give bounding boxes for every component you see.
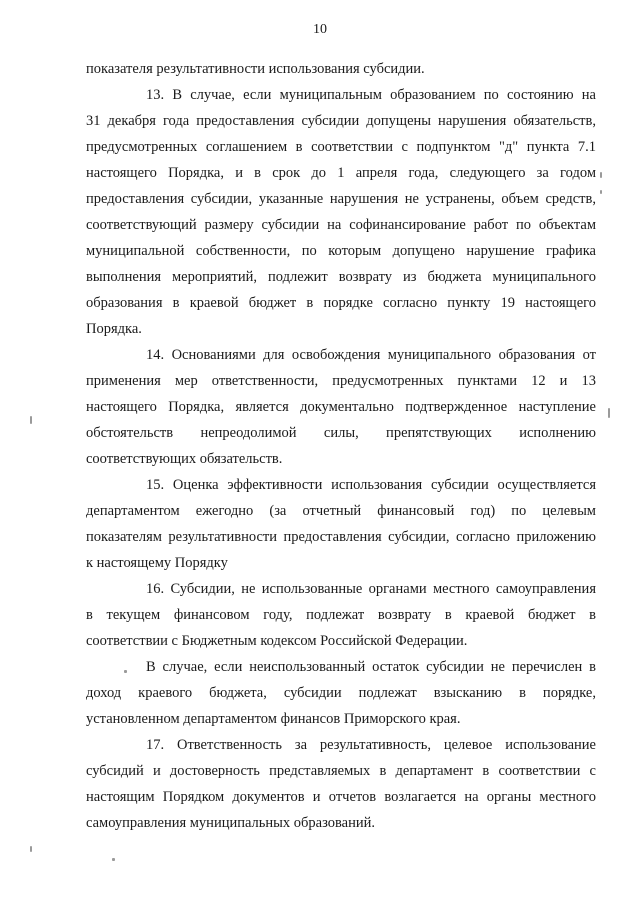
paragraph-13-line: настоящего Порядка, и в срок до 1 апреля года, следующего за годом <box>86 165 596 181</box>
paragraph-16-line: соответствии с Бюджетным кодексом Российской Федерации. <box>86 633 468 649</box>
paragraph-13-line: 13. В случае, если муниципальным образованием по состоянию на <box>146 87 596 103</box>
scan-mark <box>112 858 115 861</box>
paragraph-15-line: 15. Оценка эффективности использования субсидии осуществляется <box>146 477 596 493</box>
paragraph-16b-line: доход краевого бюджета, субсидии подлежат взысканию в порядке, <box>86 685 596 701</box>
paragraph-16-line: 16. Субсидии, не использованные органами местного самоуправления <box>146 581 596 597</box>
scan-mark <box>600 190 602 194</box>
paragraph-15-line: показателям результативности предоставления субсидии, согласно приложению <box>86 529 596 545</box>
paragraph-14-line: применения мер ответственности, предусмотренных пунктами 12 и 13 <box>86 373 596 389</box>
document-body <box>86 56 596 836</box>
paragraph-line: показателя результативности использования субсидии. <box>86 61 425 77</box>
paragraph-17-line: самоуправления муниципальных образований. <box>86 815 375 831</box>
paragraph-17-line: субсидий и достоверность представляемых в департамент в соответствии с <box>86 763 596 779</box>
paragraph-13-line: муниципальной собственности, по которым допущено нарушение графика <box>86 243 596 259</box>
page-number: 10 <box>313 22 327 37</box>
scan-mark <box>124 670 127 673</box>
paragraph-13-line: выполнения мероприятий, подлежит возврату из бюджета муниципального <box>86 269 596 285</box>
paragraph-13-line: соответствующий размеру субсидии на софинансирование работ по объектам <box>86 217 596 233</box>
paragraph-13-line: предоставления субсидии, указанные нарушения не устранены, объем средств, <box>86 191 596 207</box>
paragraph-15-line: департаментом ежегодно (за отчетный финансовый год) по целевым <box>86 503 596 519</box>
paragraph-16-line: в текущем финансовом году, подлежат возврату в краевой бюджет в <box>86 607 596 623</box>
scan-mark <box>30 846 32 852</box>
paragraph-16b-line: В случае, если неиспользованный остаток субсидии не перечислен в <box>146 659 596 675</box>
paragraph-13-line: Порядка. <box>86 321 142 337</box>
paragraph-17-line: 17. Ответственность за результативность, целевое использование <box>146 737 596 753</box>
paragraph-17-line: настоящим Порядком документов и отчетов возлагается на органы местного <box>86 789 596 805</box>
scan-mark <box>30 416 32 424</box>
paragraph-13-line: предусмотренных соглашением в соответствии с подпунктом "д" пункта 7.1 <box>86 139 596 155</box>
paragraph-14-line: настоящего Порядка, является документально подтвержденное наступление <box>86 399 596 415</box>
scan-mark <box>608 408 610 418</box>
paragraph-14-line: 14. Основаниями для освобождения муниципального образования от <box>146 347 596 363</box>
paragraph-15-line: к настоящему Порядку <box>86 555 228 571</box>
scan-mark <box>600 172 602 178</box>
paragraph-13-line: 31 декабря года предоставления субсидии допущены нарушения обязательств, <box>86 113 596 129</box>
paragraph-13-line: образования в краевой бюджет в порядке согласно пункту 19 настоящего <box>86 295 596 311</box>
paragraph-14-line: обстоятельств непреодолимой силы, препятствующих исполнению <box>86 425 596 441</box>
paragraph-14-line: соответствующих обязательств. <box>86 451 283 467</box>
paragraph-16b-line: установленном департаментом финансов Приморского края. <box>86 711 461 727</box>
